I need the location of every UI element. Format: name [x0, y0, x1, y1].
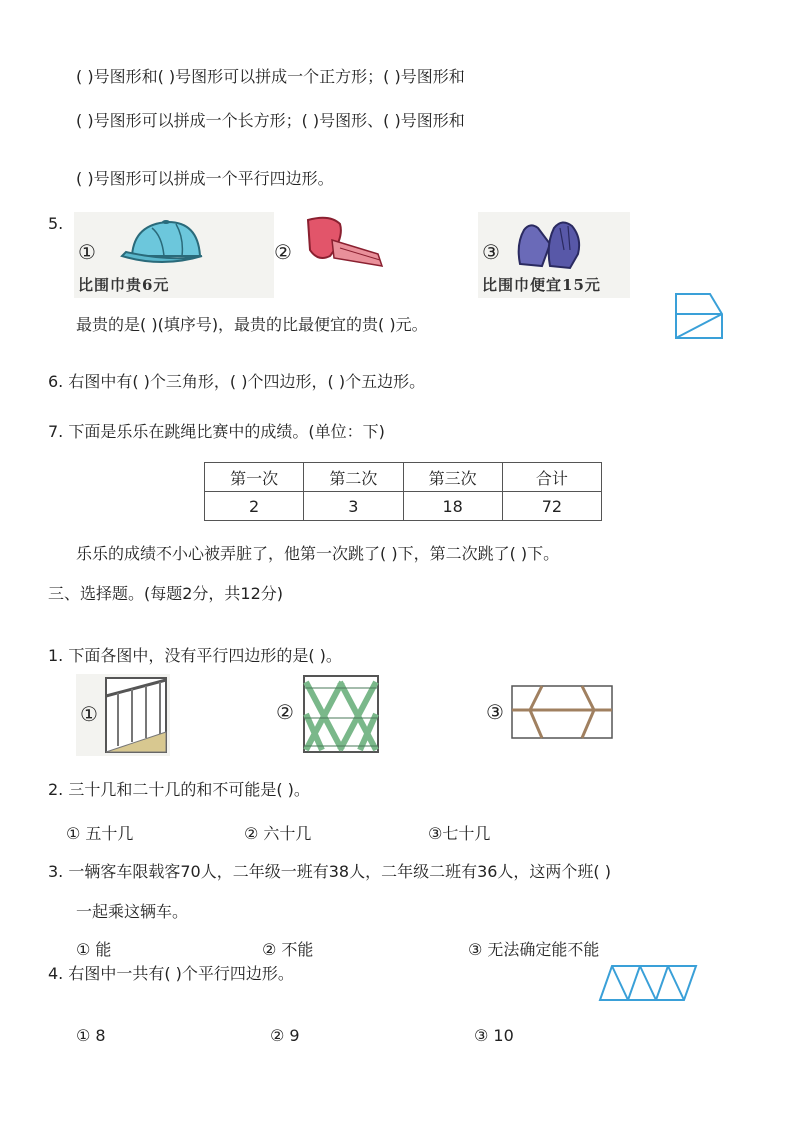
- q4-line-2: ( )号图形可以拼成一个长方形；( )号图形、( )号图形和: [76, 111, 465, 130]
- s3q4-option-1: ① 8: [76, 1026, 106, 1045]
- s3q3-line-2: 一起乘这辆车。: [76, 902, 189, 921]
- table-header-cell: 第一次: [205, 463, 304, 492]
- s3q2-text: 2. 三十几和二十几的和不可能是( )。: [48, 780, 310, 799]
- figure-3-mark: ③: [486, 700, 504, 724]
- table-cell: 18: [403, 492, 502, 521]
- scarf-icon: [300, 214, 390, 270]
- box-figure: [484, 680, 614, 742]
- table-cell: 2: [205, 492, 304, 521]
- parallelogram-strip-figure: [598, 962, 700, 1004]
- figure-2-mark: ②: [276, 700, 294, 724]
- s3q2-option-3: ③七十几: [428, 824, 491, 843]
- s3q3-option-1: ① 能: [76, 940, 112, 959]
- s3q3-option-2: ② 不能: [262, 940, 314, 959]
- stair-railing-icon: [104, 676, 168, 754]
- table-header-cell: 合计: [502, 463, 601, 492]
- q4-line-1: ( )号图形和( )号图形可以拼成一个正方形；( )号图形和: [76, 67, 465, 86]
- table-row: [205, 492, 602, 521]
- q6-text: 6. 右图中有( )个三角形，( )个四边形，( )个五边形。: [48, 372, 426, 391]
- table-header-cell: 第二次: [304, 463, 403, 492]
- item-2-mark: ②: [274, 240, 292, 264]
- s3q3-option-3: ③ 无法确定能不能: [468, 940, 600, 959]
- figure-1-mark: ①: [80, 702, 98, 726]
- table-cell: 72: [502, 492, 601, 521]
- scarf-figure: [272, 212, 392, 272]
- s3q1-text: 1. 下面各图中，没有平行四边形的是( )。: [48, 646, 342, 665]
- item-1-mark: ①: [78, 240, 96, 264]
- q7-text: 7. 下面是乐乐在跳绳比赛中的成绩。(单位：下): [48, 422, 385, 441]
- s3q4-option-3: ③ 10: [474, 1026, 514, 1045]
- gloves-figure: [478, 212, 630, 298]
- score-table: [204, 462, 602, 521]
- item-1-caption: 比围巾贵6元: [78, 276, 170, 294]
- pentagon-shape-figure: [674, 292, 726, 342]
- s3q2-option-1: ① 五十几: [66, 824, 134, 843]
- lattice-figure: [274, 672, 386, 756]
- cap-icon: [102, 216, 252, 276]
- hat-figure: [74, 212, 274, 298]
- table-cell: 3: [304, 492, 403, 521]
- section-3-title: 三、选择题。(每题2分，共12分): [48, 584, 284, 603]
- railing-figure: [76, 674, 170, 756]
- lattice-fence-icon: [302, 674, 380, 754]
- s3q2-option-2: ② 六十几: [244, 824, 312, 843]
- s3q4-option-2: ② 9: [270, 1026, 300, 1045]
- item-3-caption: 比围巾便宜15元: [482, 276, 601, 294]
- table-header-row: [205, 463, 602, 492]
- q5-number: 5.: [48, 214, 64, 233]
- s3q4-text: 4. 右图中一共有( )个平行四边形。: [48, 964, 294, 983]
- q5-question: 最贵的是( )(填序号)，最贵的比最便宜的贵( )元。: [76, 315, 428, 334]
- q7-question: 乐乐的成绩不小心被弄脏了，他第一次跳了( )下，第二次跳了( )下。: [76, 544, 560, 563]
- q4-line-3: ( )号图形可以拼成一个平行四边形。: [76, 169, 334, 188]
- item-3-mark: ③: [482, 240, 500, 264]
- rectangle-trapezoid-icon: [510, 684, 614, 740]
- s3q3-line-1: 3. 一辆客车限载客70人，二年级一班有38人，二年级二班有36人，这两个班( ): [48, 862, 612, 881]
- table-header-cell: 第三次: [403, 463, 502, 492]
- gloves-icon: [510, 214, 590, 274]
